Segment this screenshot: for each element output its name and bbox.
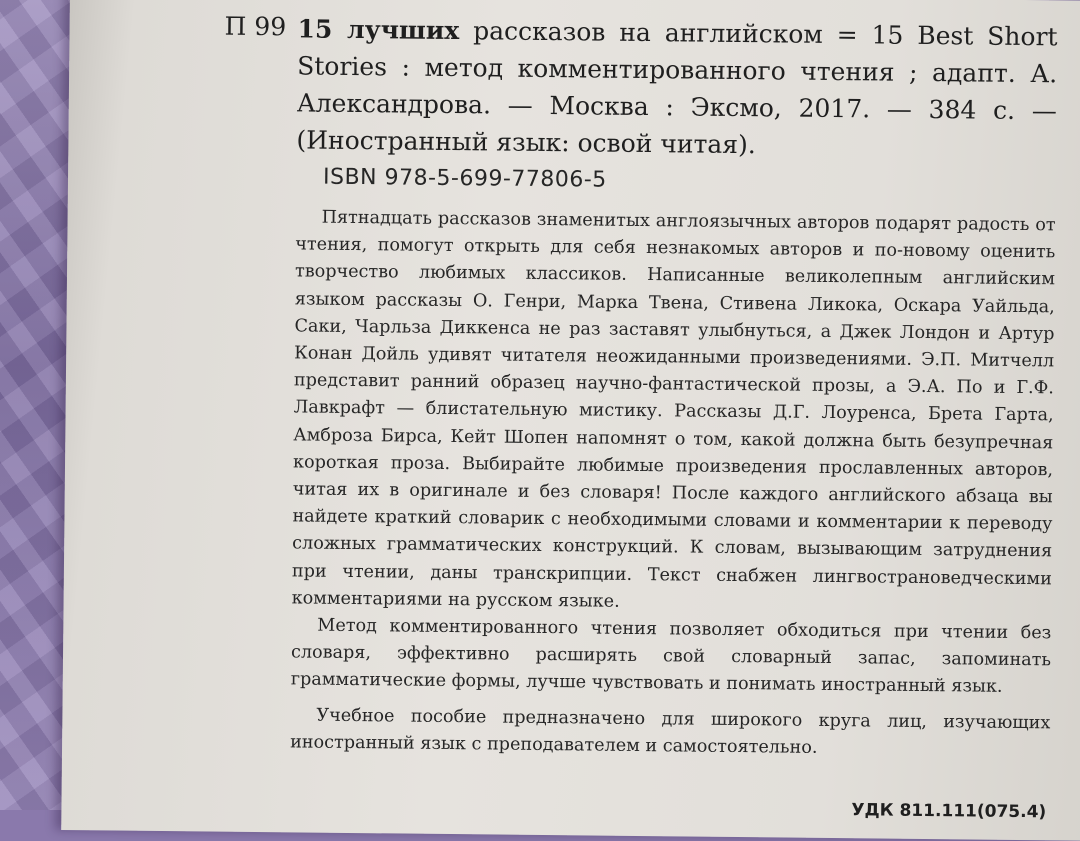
annotation-paragraph-2: Метод комментированного чтения позволяет обходиться при чтении без словаря, эффективно расширять свой словарный запас, запоминать грамматические формы, лучше чувствовать и понимать иностранный язык. (290, 615, 1052, 698)
catalog-entry (296, 10, 1058, 166)
udk-code: УДК 811.111(075.4) (851, 800, 1047, 823)
annotation-paragraph-1: Пятнадцать рассказов знаменитых англоязычных авторов подарят радость от чтения, помогут открыть для себя незнакомых авторов и по-новому оценить творчество любимых классиков. Написанные великолепным английским языком рассказы О. Генри, Марка Твена, Стивена Ликока, Оскара Уайльда, Саки, Чарльза Диккенса не раз заставят улыбнуться, а Джек Лондон и Артур Конан Дойль удивят читателя неожиданными произведениями. Э.П. Митчелл представит ранний образец научно-фантастической прозы, а Э.А. По и Г.Ф. Лавкрафт — блистательную мистику. Рассказы Д.Г. Лоуренса, Брета Гарта, Амброза Бирса, Кейт Шопен напомнят о том, какой должна быть безупречная короткая проза. Выбирайте любимые произведения прославленных авторов, читая их в оригинале и без словаря! После каждого английского абзаца вы найдете краткий словарик с необходимыми словами и комментарии к переводу сложных грамматических конструкций. К словам, вызывающим затруднения при чтении, даны транскрипции. Текст снабжен лингвострановедческими комментариями на русском языке. (291, 207, 1056, 612)
isbn-number: ISBN 978-5-699-77806-5 (322, 164, 607, 193)
annotation-paragraph-3: Учебное пособие предназначено для широкого круга лиц, изучающих иностранный язык с преподавателем и самостоятельно. (290, 705, 1051, 758)
annotation-text (290, 204, 1056, 764)
catalog-entry-details: рассказов на английском = 15 Best Short Stories : метод комментированного чтения ; адапт. А. Александрова. — Москва : Эксмо, 2017. — 384 с. — (Иностранный язык: освой читая). (296, 16, 1058, 160)
book-title-bold: 15 лучших (297, 14, 460, 46)
book-page (61, 0, 1080, 841)
page-content (61, 0, 1080, 841)
catalog-code: П 99 (224, 11, 287, 42)
